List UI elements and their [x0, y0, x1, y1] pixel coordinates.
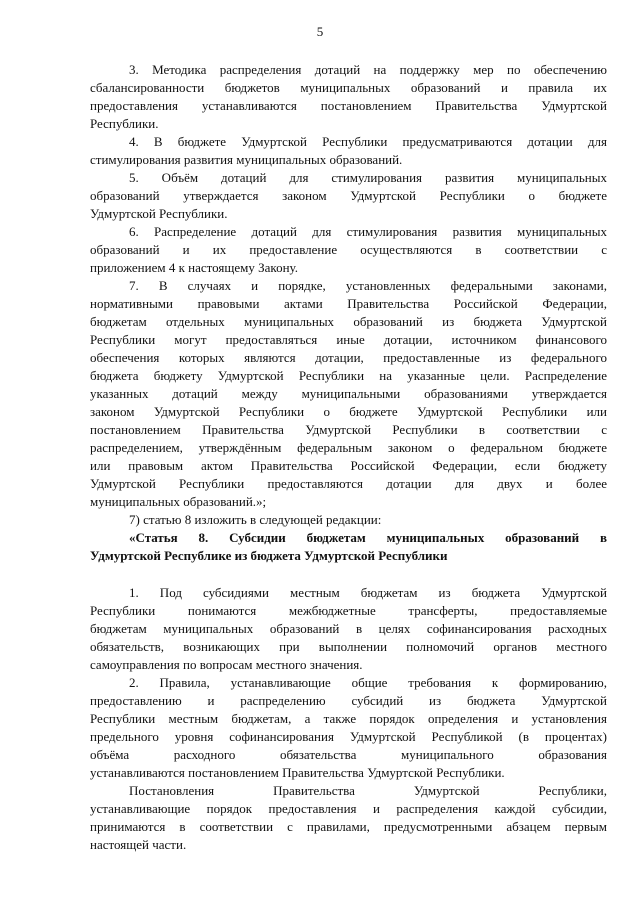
- text-line: 4. В бюджете Удмуртской Республики предусматриваются дотации для: [129, 134, 607, 149]
- text-line: приложением 4 к настоящему Закону.: [90, 260, 298, 275]
- text-line: указанных дотаций между муниципальными образованиями утверждается: [90, 386, 607, 401]
- text-line: обеспечения которых являются дотации, предоставленные из федерального: [90, 350, 607, 365]
- text-line: стимулирования развития муниципальных образований.: [90, 152, 403, 167]
- text-line: муниципальных образований.»;: [90, 494, 267, 509]
- text-line: образований и их предоставление осуществляются в соответствии с: [90, 242, 607, 257]
- text-line: постановлением Правительства Удмуртской Республики в соответствии с: [90, 422, 607, 437]
- text-line: бюджетам отдельных муниципальных образований из бюджета Удмуртской: [90, 314, 607, 329]
- text-line: предельного уровня софинансирования Удмуртской Республикой (в процентах): [90, 729, 607, 744]
- text-line: образований утверждается законом Удмуртской Республики о бюджете: [90, 188, 607, 203]
- text-line: сбалансированности бюджетов муниципальных образований и правила их: [90, 80, 607, 95]
- text-line: устанавливаются постановлением Правительства Удмуртской Республики.: [90, 765, 505, 780]
- text-line: бюджетам муниципальных образований в целях софинансирования расходных: [90, 621, 607, 636]
- text-line: обязательств, возникающих при выполнении полномочий органов местного: [90, 639, 607, 654]
- text-line: 6. Распределение дотаций для стимулирования развития муниципальных: [129, 224, 607, 239]
- page-number: 5: [316, 24, 324, 39]
- text-line: настоящей части.: [90, 837, 187, 852]
- text-line: 2. Правила, устанавливающие общие требования к формированию,: [129, 675, 607, 690]
- text-line: устанавливающие порядок предоставления и распределения каждой субсидии,: [90, 801, 607, 816]
- text-line: 1. Под субсидиями местным бюджетам из бюджета Удмуртской: [129, 585, 607, 600]
- text-line: самоуправления по вопросам местного значения.: [90, 657, 363, 672]
- text-line: Республики местным бюджетам, а также порядок определения и установления: [90, 711, 607, 726]
- text-line: Республики.: [90, 116, 159, 131]
- text-line: или правовым актом Правительства Российской Федерации, если бюджету: [90, 458, 607, 473]
- text-line: Республики понимаются межбюджетные трансферты, предоставляемые: [90, 603, 607, 618]
- text-line: нормативными правовыми актами Правительства Российской Федерации,: [90, 296, 607, 311]
- text-line: распределением, утверждённым федеральным законом о федеральном бюджете: [90, 440, 607, 455]
- text-line: принимаются в соответствии с правилами, предусмотренными абзацем первым: [90, 819, 607, 834]
- text-line: 3. Методика распределения дотаций на поддержку мер по обеспечению: [129, 62, 607, 77]
- text-line: Удмуртской Республики предоставляются дотации для двух и более: [90, 476, 607, 491]
- text-line: 7. В случаях и порядке, установленных федеральными законами,: [129, 278, 607, 293]
- article-heading: «Статья 8. Субсидии бюджетам муниципальных образований в: [129, 530, 607, 545]
- text-line: бюджета бюджету Удмуртской Республики на указанные цели. Распределение: [90, 368, 607, 383]
- text-line: предоставлению и распределению субсидий из бюджета Удмуртской: [90, 693, 607, 708]
- text-line: предоставления устанавливаются постановлением Правительства Удмуртской: [90, 98, 607, 113]
- text-line: 5. Объём дотаций для стимулирования развития муниципальных: [129, 170, 607, 185]
- text-line: Удмуртской Республики.: [90, 206, 228, 221]
- text-line: объёма расходного обязательства муниципального образования: [90, 747, 607, 762]
- article-heading: Удмуртской Республике из бюджета Удмуртской Республики: [90, 548, 448, 563]
- text-line: Постановления Правительства Удмуртской Республики,: [129, 783, 607, 798]
- text-line: Республики могут предоставляться иные дотации, источником финансового: [90, 332, 607, 347]
- text-line: законом Удмуртской Республики о бюджете Удмуртской Республики или: [90, 404, 607, 419]
- text-line: 7) статью 8 изложить в следующей редакции:: [129, 512, 382, 527]
